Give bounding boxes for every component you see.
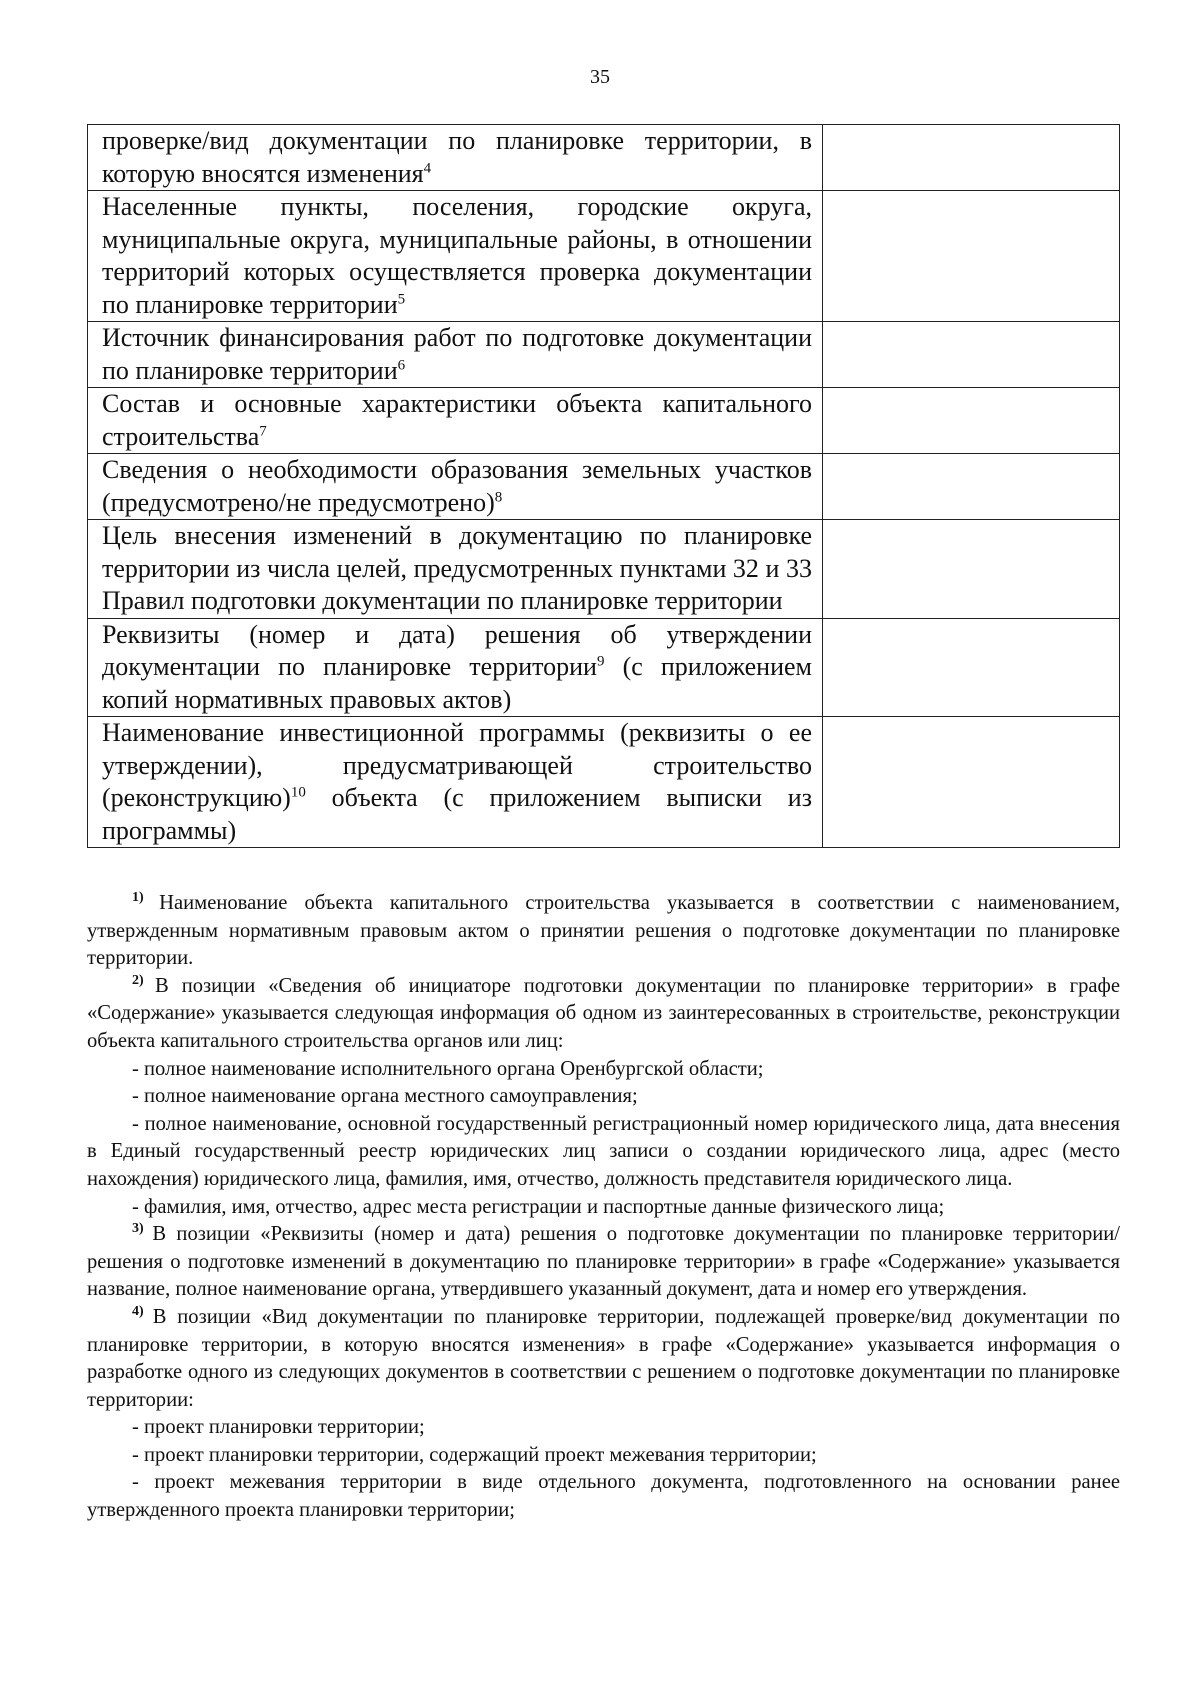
footnote-2: $^{2)}$ В позиции «Сведения об инициаторе подготовки документации по планировке территории» в графе «Содержание» указывается следующая информация об одном из заинтересованных в строительстве, реконструкции объекта капитального строительства органов или лиц: bbox=[87, 972, 1121, 1052]
footnotes bbox=[87, 890, 1120, 1525]
footnote-4-item: - проект межевания территории в виде отдельного документа, подготовленного на основании ранее утвержденного проекта планировки территории; bbox=[87, 1471, 1120, 1522]
footnote-ref: 6 bbox=[397, 356, 406, 373]
footnote-ref: 5 bbox=[397, 290, 406, 307]
footnote-2-item: - полное наименование исполнительного органа Оренбургской области; bbox=[132, 1057, 764, 1080]
row-label: Наименование инвестиционной программы (реквизиты о ее утверждении), предусматривающей строительство (реконструкцию)$^{10}$ объекта (с приложением выписки из программы) bbox=[88, 717, 823, 848]
table-row bbox=[88, 191, 1120, 322]
content-cell bbox=[823, 388, 1120, 454]
table-row bbox=[88, 618, 1120, 717]
content-cell bbox=[823, 454, 1120, 520]
page-number: 35 bbox=[590, 66, 610, 88]
content-cell bbox=[823, 125, 1120, 191]
footnote-1: $^{1)}$ Наименование объекта капитального строительства указывается в соответствии с наименованием, утвержденным нормативным правовым актом о принятии решения о подготовке документации по планировке территории. bbox=[87, 890, 1120, 970]
footnote-ref: 4 bbox=[423, 159, 432, 176]
table-row bbox=[88, 322, 1120, 388]
row-label: Состав и основные характеристики объекта капитального строительства$^7$ bbox=[88, 388, 823, 454]
footnote-ref: 9 bbox=[596, 653, 605, 670]
footnote-2-item: - полное наименование, основной государственный регистрационный номер юридического лица, дата внесения в Единый государственный реестр юридических лиц записи о создании юридического лица, адрес (место нахождения) юридического лица, фамилия, имя, отчество, должность представителя юридического лица. bbox=[87, 1112, 1120, 1190]
content-cell bbox=[823, 717, 1120, 848]
table-row bbox=[88, 454, 1120, 520]
content-cell bbox=[823, 520, 1120, 619]
footnote-4-item: - проект планировки территории, содержащий проект межевания территории; bbox=[132, 1443, 817, 1466]
footnote-2-item: - полное наименование органа местного самоуправления; bbox=[132, 1085, 638, 1108]
row-label: Реквизиты (номер и дата) решения об утверждении документации по планировке территории$^9$ (с приложением копий нормативных правовых актов) bbox=[88, 618, 823, 717]
row-label: Населенные пункты, поселения, городские округа, муниципальные округа, муниципальные районы, в отношении территорий которых осуществляется проверка документации по планировке территории$^5$ bbox=[88, 191, 823, 322]
table-row bbox=[88, 520, 1120, 619]
row-label: Сведения о необходимости образования земельных участков (предусмотрено/не предусмотрено)$^8$ bbox=[88, 454, 823, 520]
footnote-2-item: - фамилия, имя, отчество, адрес места регистрации и паспортные данные физического лица; bbox=[132, 1195, 945, 1218]
table-row bbox=[88, 388, 1120, 454]
footnote-3: $^{3)}$ В позиции «Реквизиты (номер и дата) решения о подготовке документации по планировке территории/ решения о подготовке изменений в документацию по планировке территории» в графе «Содержание» указывается название, полное наименование органа, утвердившего указанный документ, дата и номер его утверждения. bbox=[87, 1221, 1121, 1301]
footnote-4: $^{4)}$ В позиции «Вид документации по планировке территории, подлежащей проверке/вид документации по планировке территории, в которую вносятся изменения» в графе «Содержание» указывается информация о разработке одного из следующих документов в соответствии с решением о подготовке документации по планировке территории: bbox=[87, 1304, 1121, 1411]
footnote-ref: 7 bbox=[259, 422, 267, 439]
content-cell bbox=[823, 618, 1120, 717]
footnote-ref: 8 bbox=[494, 488, 503, 505]
content-cell bbox=[823, 322, 1120, 388]
row-label: проверке/вид документации по планировке территории, в которую вносятся изменения$^4$ bbox=[88, 125, 823, 191]
row-label: Источник финансирования работ по подготовке документации по планировке территории$^6$ bbox=[88, 322, 823, 388]
content-cell bbox=[823, 191, 1120, 322]
footnote-ref: 10 bbox=[290, 784, 306, 801]
footnote-4-item: - проект планировки территории; bbox=[132, 1416, 425, 1439]
document-table bbox=[87, 124, 1120, 848]
table-row bbox=[88, 125, 1120, 191]
table-row bbox=[88, 717, 1120, 848]
row-label: Цель внесения изменений в документацию по планировке территории из числа целей, предусмотренных пунктами 32 и 33 Правил подготовки документации по планировке территории bbox=[88, 520, 823, 619]
